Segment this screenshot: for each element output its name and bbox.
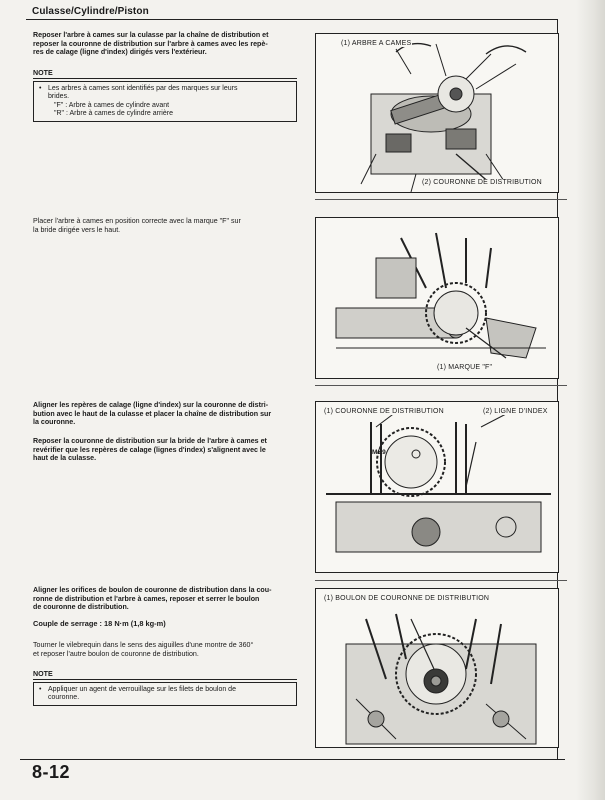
note-line: Appliquer un agent de verrouillage sur les filets de boulon de — [48, 686, 236, 693]
bullet-icon: • — [39, 686, 42, 693]
text-line: Aligner les repères de calage (ligne d'index) sur la couronne de distri- — [33, 401, 269, 409]
figure-camshaft — [315, 33, 559, 193]
figure-label-timing-gear: (2) COURONNE DE DISTRIBUTION — [422, 179, 542, 186]
text-line: et reposer l'autre boulon de couronne de distribution. — [33, 649, 199, 658]
torque-spec: Couple de serrage : 18 N·m (1,8 kg-m) — [33, 619, 166, 628]
figure-label-camshaft: (1) ARBRE A CAMES — [341, 40, 412, 47]
text-line: la couronne. — [33, 418, 76, 427]
figure-label-f-mark: (1) MARQUE "F" — [437, 364, 493, 371]
page-title: Culasse/Cylindre/Piston — [32, 6, 149, 17]
note-line: "F" : Arbre à cames de cylindre avant — [54, 101, 170, 109]
section4-paragraph2 — [33, 641, 308, 658]
header-rule — [26, 19, 558, 20]
camshaft-illustration — [316, 34, 559, 193]
figure-f-mark — [315, 217, 559, 379]
scan-edge-shadow — [576, 0, 605, 800]
section3-paragraph1 — [33, 401, 308, 427]
note-line: Les arbres à cames sont identifiés par des marques sur leurs — [48, 85, 238, 92]
text-line: bution avec le haut de la culasse et placer la chaîne de distribution sur — [33, 409, 272, 418]
gear-bolt-illustration — [316, 589, 559, 748]
text-line: res de calage (ligne d'index) dirigés vers l'extérieur. — [33, 48, 207, 57]
note-line: brides. — [48, 93, 70, 101]
section1-paragraph — [33, 31, 308, 57]
text-line: Reposer la couronne de distribution sur la bride de l'arbre à cames et — [33, 437, 267, 445]
text-line: revérifier que les repères de calage (lignes d'index) s'alignent avec le — [33, 445, 266, 454]
figure-label-gear-bolt: (1) BOULON DE COURONNE DE DISTRIBUTION — [324, 595, 490, 602]
note-label: NOTE — [33, 670, 53, 678]
text-line: reposer la couronne de distribution sur l'arbre à cames avec les repè- — [33, 39, 268, 48]
page-number: 8-12 — [32, 762, 71, 782]
section-divider — [315, 199, 567, 200]
gear-mark-text: ME9 — [372, 449, 386, 456]
text-line: Reposer l'arbre à cames sur la culasse par la chaîne de distribution et — [33, 31, 269, 39]
index-line-illustration — [316, 402, 559, 573]
note-rule — [33, 679, 297, 680]
text-line: Tourner le vilebrequin dans le sens des aiguilles d'une montre de 360° — [33, 641, 254, 649]
note-box — [33, 682, 297, 706]
note-line: "R" : Arbre à cames de cylindre arrière — [54, 110, 173, 118]
bullet-icon: • — [39, 85, 42, 92]
text-line: de couronne de distribution. — [33, 603, 129, 612]
section-divider — [315, 385, 567, 386]
figure-gear-bolt — [315, 588, 559, 748]
text-line: Placer l'arbre à cames en position correcte avec la marque "F" sur — [33, 217, 241, 225]
text-line: haut de la culasse. — [33, 454, 97, 463]
figure-label-timing-gear: (1) COURONNE DE DISTRIBUTION — [324, 408, 444, 415]
text-line: la bride dirigée vers le haut. — [33, 225, 121, 234]
section3-paragraph2 — [33, 437, 308, 463]
text-line: ronne de distribution et l'arbre à cames, reposer et serrer le boulon — [33, 594, 260, 603]
text-line: Aligner les orifices de boulon de couronne de distribution dans la cou- — [33, 586, 272, 594]
note-label: NOTE — [33, 69, 53, 77]
footer-rule — [20, 759, 565, 760]
note-box — [33, 81, 297, 122]
section4-paragraph1 — [33, 586, 308, 612]
note-line: couronne. — [48, 694, 80, 702]
section-divider — [315, 580, 567, 581]
section2-paragraph — [33, 217, 308, 234]
note-rule — [33, 78, 297, 79]
figure-index-line — [315, 401, 559, 573]
f-mark-illustration — [316, 218, 559, 379]
figure-label-index-line: (2) LIGNE D'INDEX — [483, 408, 548, 415]
